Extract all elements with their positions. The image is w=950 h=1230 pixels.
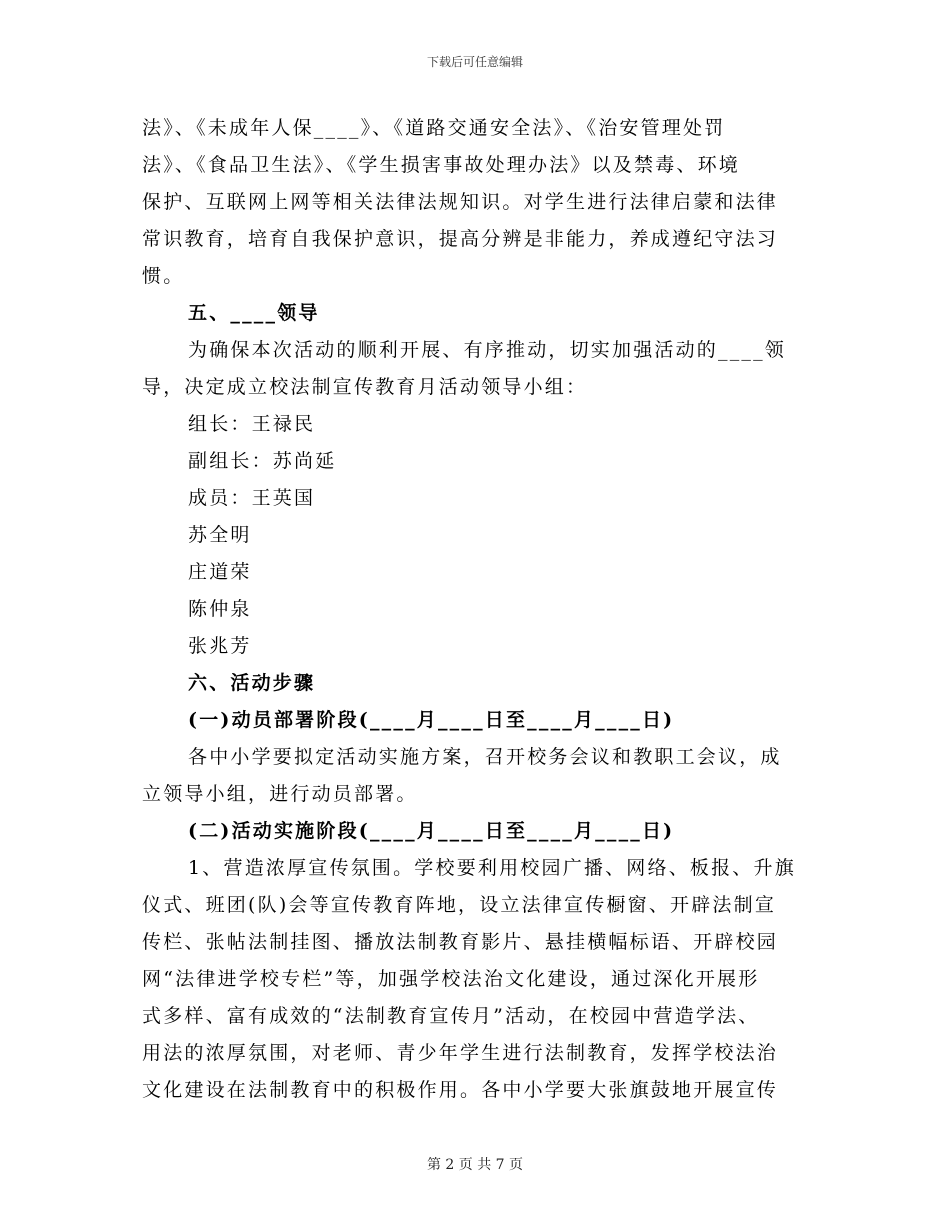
subheading-phase-1: (一)动员部署阶段(____月____日至____月____日) xyxy=(188,709,675,731)
section-heading-steps: 六、活动步骤 xyxy=(188,672,316,694)
body-line: 为确保本次活动的顺利开展、有序推动，切实加强活动的____领 xyxy=(188,339,787,361)
body-line: 立领导小组，进行动员部署。 xyxy=(142,783,418,805)
body-line: 仪式、班团(队)会等宣传教育阵地，设立法律宣传橱窗、开辟法制宣 xyxy=(142,894,777,916)
page-header-note: 下载后可任意编辑 xyxy=(426,55,523,69)
member-line: 组长：王禄民 xyxy=(188,413,316,435)
body-line: 法》、《未成年人保____》、《道路交通安全法》、《治安管理处罚 xyxy=(142,117,726,139)
body-line: 文化建设在法制教育中的积极作用。各中小学要大张旗鼓地开展宣传 xyxy=(142,1079,779,1101)
section-heading-leadership: 五、____领导 xyxy=(188,302,320,324)
body-line: 用法的浓厚氛围，对老师、青少年学生进行法制教育，发挥学校法治 xyxy=(142,1042,779,1064)
member-line: 副组长：苏尚延 xyxy=(188,450,337,472)
member-line: 陈仲泉 xyxy=(188,598,252,620)
member-line: 庄道荣 xyxy=(188,561,252,583)
body-line: 法》、《食品卫生法》、《学生损害事故处理办法》以及禁毒、环境 xyxy=(142,154,741,176)
body-line: 惯。 xyxy=(142,265,185,287)
subheading-phase-2: (二)活动实施阶段(____月____日至____月____日) xyxy=(188,820,675,842)
body-line: 式多样、富有成效的“法制教育宣传月”活动，在校园中营造学法、 xyxy=(142,1005,760,1027)
body-line: 传栏、张帖法制挂图、播放法制教育影片、悬挂横幅标语、开辟校园 xyxy=(142,931,779,953)
body-line: 导，决定成立校法制宣传教育月活动领导小组： xyxy=(142,376,588,398)
body-line: 常识教育，培育自我保护意识，提高分辨是非能力，养成遵纪守法习 xyxy=(142,228,779,250)
member-line: 成员：王英国 xyxy=(188,487,316,509)
body-line: 各中小学要拟定活动实施方案，召开校务会议和教职工会议，成 xyxy=(188,746,782,768)
member-line: 张兆芳 xyxy=(188,635,252,657)
member-line: 苏全明 xyxy=(188,524,252,546)
body-line: 网“法律进学校专栏”等，加强学校法治文化建设，通过深化开展形 xyxy=(142,968,760,990)
body-line: 保护、互联网上网等相关法律法规知识。对学生进行法律启蒙和法律 xyxy=(142,191,779,213)
body-line: 1、营造浓厚宣传氛围。学校要利用校园广播、网络、板报、升旗 xyxy=(188,857,796,879)
page-number: 第 2 页 共 7 页 xyxy=(426,1157,524,1173)
